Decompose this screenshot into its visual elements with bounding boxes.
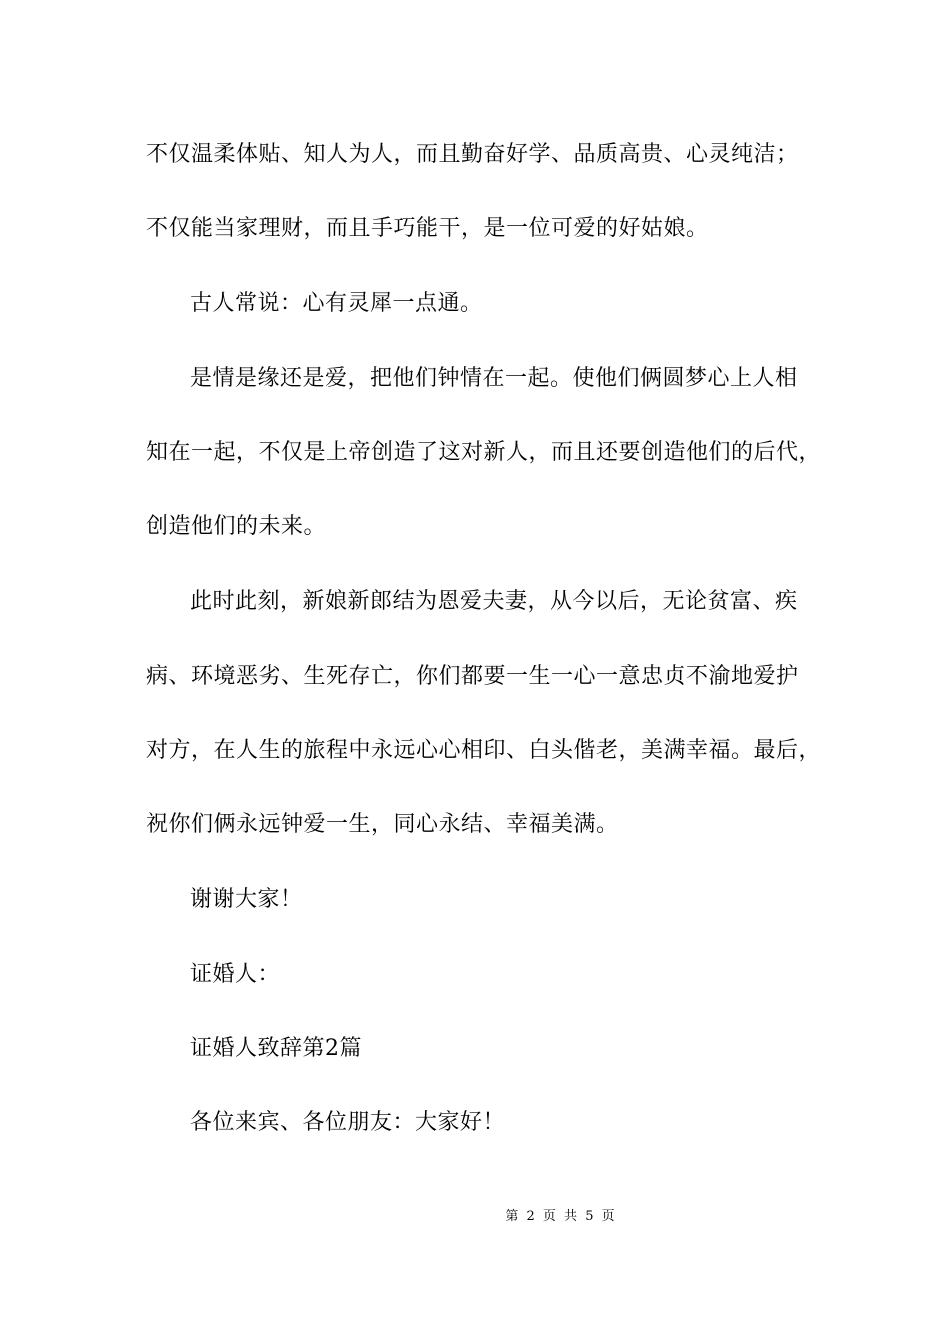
paragraph-line: 谢谢大家！ [190, 887, 303, 912]
paragraph-line: 证婚人： [190, 962, 281, 987]
page-footer: 第 2 页 共 5 页 [505, 1209, 615, 1224]
paragraph-line: 是情是缘还是爱，把他们钟情在一起。使他们俩圆梦心上人相 [190, 366, 798, 391]
paragraph-line: 此时此刻，新娘新郎结为恩爱夫妻，从今以后，无论贫富、疾 [190, 589, 798, 614]
paragraph-line: 各位来宾、各位朋友：大家好！ [190, 1110, 506, 1135]
paragraph-line: 古人常说：心有灵犀一点通。 [190, 291, 483, 316]
paragraph-line: 创造他们的未来。 [146, 514, 327, 539]
paragraph-line: 证婚人致辞第2篇 [190, 1036, 362, 1061]
paragraph-line: 祝你们俩永远钟爱一生，同心永结、幸福美满。 [146, 812, 619, 837]
paragraph-line: 不仅温柔体贴、知人为人，而且勤奋好学、品质高贵、心灵纯洁； [146, 142, 799, 167]
paragraph-line: 病、环境恶劣、生死存亡，你们都要一生一心一意忠贞不渝地爱护 [146, 664, 799, 689]
paragraph-line: 知在一起，不仅是上帝创造了这对新人，而且还要创造他们的后代， [146, 440, 822, 465]
paragraph-line: 对方，在人生的旅程中永远心心相印、白头偕老，美满幸福。最后， [146, 738, 822, 763]
paragraph-line: 不仅能当家理财，而且手巧能干，是一位可爱的好姑娘。 [146, 216, 709, 241]
